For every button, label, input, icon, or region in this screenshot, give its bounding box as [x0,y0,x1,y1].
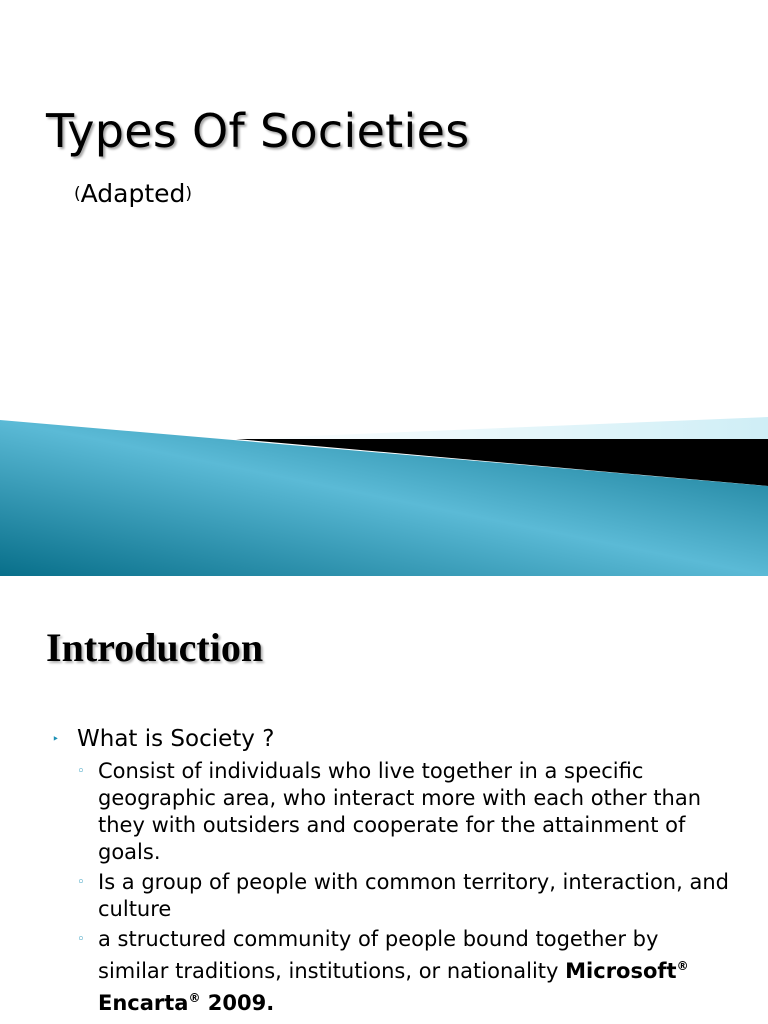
registered-mark: ® [676,959,689,973]
circle-bullet-icon: ◦ [77,764,85,779]
sub-bullet-text: Is a group of people with common territory, interaction, and culture [98,870,729,921]
triangle-bullet-icon: ‣ [52,732,60,746]
slide-title: Types Of Societies [46,104,470,158]
circle-bullet-icon: ◦ [77,875,85,890]
band-pale-strip [236,417,768,439]
subtitle-open-paren: ( [74,184,81,204]
decorative-wave-band [0,415,768,576]
sub-bullet-text: Consist of individuals who live together in a specific geographic area, who interact more with each other than they with outsiders and cooperate for the attainment of goals. [98,759,702,864]
sub-list-item [77,758,732,866]
registered-mark: ® [188,991,201,1005]
slide-subtitle [74,178,192,211]
subtitle-text: Adapted [80,179,186,208]
sub-bullet-text-with-citation [98,926,732,1017]
content-list [52,724,732,1020]
sub-list-item [77,869,732,923]
citation-year: 2009. [200,991,275,1015]
citation-encarta: Encarta [98,991,189,1015]
bullet-text: What is Society ? [77,726,275,752]
sub-bullet-text: a structured community of people bound together by similar traditions, institutions, or nationality [98,927,659,983]
list-item [52,724,732,754]
introduction-slide [0,576,768,1024]
slide-heading: Introduction [46,625,264,670]
sub-list [77,758,732,1017]
subtitle-close-paren: ) [185,184,193,204]
sub-list-item [77,926,732,1017]
citation-microsoft: Microsoft [565,959,677,983]
circle-bullet-icon: ◦ [77,932,85,947]
